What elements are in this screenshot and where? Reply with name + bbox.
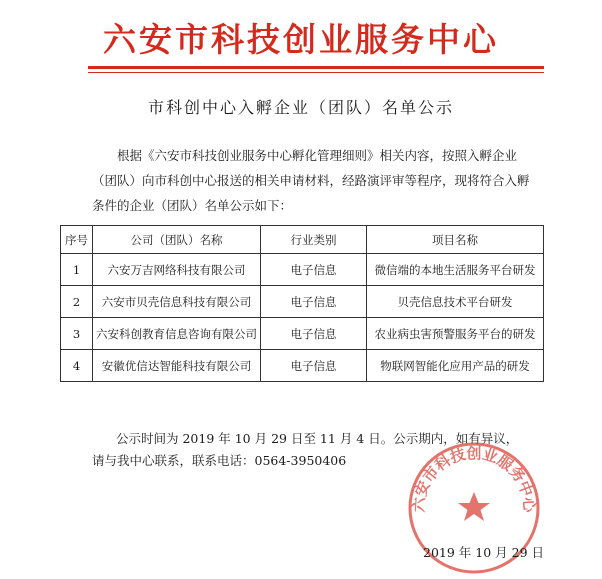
notice-paragraph: 公示时间为 2019 年 10 月 29 日至 11 月 4 日。公示期内，如有异议，请与我中心联系，联系电话：0564-3950406 [92, 431, 519, 468]
cell-number: 2 [61, 286, 93, 318]
seal-star-icon [458, 492, 490, 521]
table-row [61, 318, 544, 350]
table-row [61, 286, 544, 318]
header-industry: 行业类别 [261, 226, 367, 254]
cell-number: 4 [61, 350, 93, 382]
cell-project: 农业病虫害预警服务平台的研发 [367, 318, 544, 350]
company-table [60, 225, 544, 382]
cell-company: 六安万吉网络科技有限公司 [93, 254, 261, 286]
cell-industry: 电子信息 [261, 318, 367, 350]
cell-company: 六安市贝壳信息科技有限公司 [93, 286, 261, 318]
intro-paragraph: 根据《六安市科技创业服务中心孵化管理细则》相关内容，按照入孵企业（团队）向市科创中心报送的相关申请材料，经路演评审等程序，现将符合入孵条件的企业（团队）名单公示如下： [92, 148, 530, 213]
header-number: 序号 [61, 226, 93, 254]
cell-project: 贝壳信息技术平台研发 [367, 286, 544, 318]
letterhead-rule-thin [88, 72, 544, 73]
cell-number: 3 [61, 318, 93, 350]
cell-industry: 电子信息 [261, 254, 367, 286]
header-company: 公司（团队）名称 [93, 226, 261, 254]
seal-text: 六安市科技创业服务中心 [409, 444, 539, 513]
document-title: 市科创中心入孵企业（团队）名单公示 [147, 98, 454, 117]
cell-number: 1 [61, 254, 93, 286]
table-row [61, 350, 544, 382]
table-row [61, 254, 544, 286]
cell-industry: 电子信息 [261, 286, 367, 318]
cell-project: 微信端的本地生活服务平台研发 [367, 254, 544, 286]
cell-company: 安徽优信达智能科技有限公司 [93, 350, 261, 382]
document-date: 2019 年 10 月 29 日 [423, 545, 544, 560]
letterhead-rule-thick [88, 66, 544, 69]
header-project: 项目名称 [367, 226, 544, 254]
letterhead-title: 六安市科技创业服务中心 [103, 20, 499, 59]
table-header-row [61, 226, 544, 254]
cell-company: 六安科创教育信息咨询有限公司 [93, 318, 261, 350]
cell-industry: 电子信息 [261, 350, 367, 382]
cell-project: 物联网智能化应用产品的研发 [367, 350, 544, 382]
